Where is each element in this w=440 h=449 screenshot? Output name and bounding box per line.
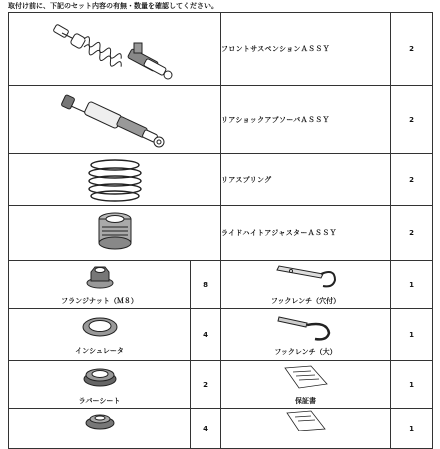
part-qty: 1 [391, 409, 433, 449]
part-name: フックレンチ（穴付） [270, 296, 341, 305]
part-name: 保証書 [295, 396, 316, 405]
part-name: リアショックアブソーバＡＳＳＹ [221, 86, 391, 154]
part-name: フロントサスペンションＡＳＳＹ [221, 13, 391, 86]
front-suspension-assembly-icon [50, 17, 180, 81]
rear-spring-illustration [9, 154, 221, 206]
part-qty: 1 [391, 361, 433, 409]
part-qty: 4 [191, 309, 221, 361]
ride-height-adjuster-illustration [9, 206, 221, 261]
part-qty: 2 [391, 154, 433, 206]
spring-seat-icon [80, 409, 120, 431]
part-name: ラバーシート [78, 396, 121, 405]
insulator-cell [9, 309, 191, 361]
part-qty: 2 [191, 361, 221, 409]
part-qty: 8 [191, 261, 221, 309]
hook-wrench-hole-cell [221, 261, 391, 309]
part-name: ライドハイトアジャスターＡＳＳＹ [221, 206, 391, 261]
rear-shock-absorber-assembly-icon [55, 90, 175, 150]
hook-wrench-with-hole-icon [271, 264, 341, 290]
ride-height-adjuster-icon [90, 209, 140, 257]
table-row [9, 309, 433, 361]
part-name: リアスプリング [221, 154, 391, 206]
intro-text: 取付け前に、下記のセット内容の有無・数量を確認してください。 [8, 2, 218, 10]
manual-sheet-cell [221, 409, 391, 449]
table-row [9, 206, 433, 261]
front-suspension-illustration [9, 13, 221, 86]
rear-shock-illustration [9, 86, 221, 154]
part-qty: 2 [391, 86, 433, 154]
spring-seat-cell [9, 409, 191, 449]
flange-nut-icon [85, 264, 115, 290]
part-name: フックレンチ（大） [274, 347, 337, 356]
table-row [9, 409, 433, 449]
part-qty: 2 [391, 206, 433, 261]
warranty-card-cell [221, 361, 391, 409]
table-row [9, 86, 433, 154]
insulator-icon [80, 314, 120, 340]
table-row [9, 361, 433, 409]
table-row [9, 154, 433, 206]
part-qty: 1 [391, 309, 433, 361]
part-name: フランジナット（Ｍ８） [61, 296, 138, 305]
part-name: インシュレータ [75, 346, 124, 355]
rubber-seat-icon [80, 364, 120, 390]
flange-nut-cell [9, 261, 191, 309]
parts-table [8, 12, 433, 449]
rear-spring-icon [80, 157, 150, 203]
warranty-card-icon [281, 364, 331, 390]
part-qty: 1 [391, 261, 433, 309]
manual-sheet-icon [281, 409, 331, 431]
hook-wrench-large-cell [221, 309, 391, 361]
rubber-seat-cell [9, 361, 191, 409]
hook-wrench-large-icon [271, 313, 341, 341]
part-qty: 2 [391, 13, 433, 86]
table-row [9, 13, 433, 86]
table-row [9, 261, 433, 309]
part-qty: 4 [191, 409, 221, 449]
